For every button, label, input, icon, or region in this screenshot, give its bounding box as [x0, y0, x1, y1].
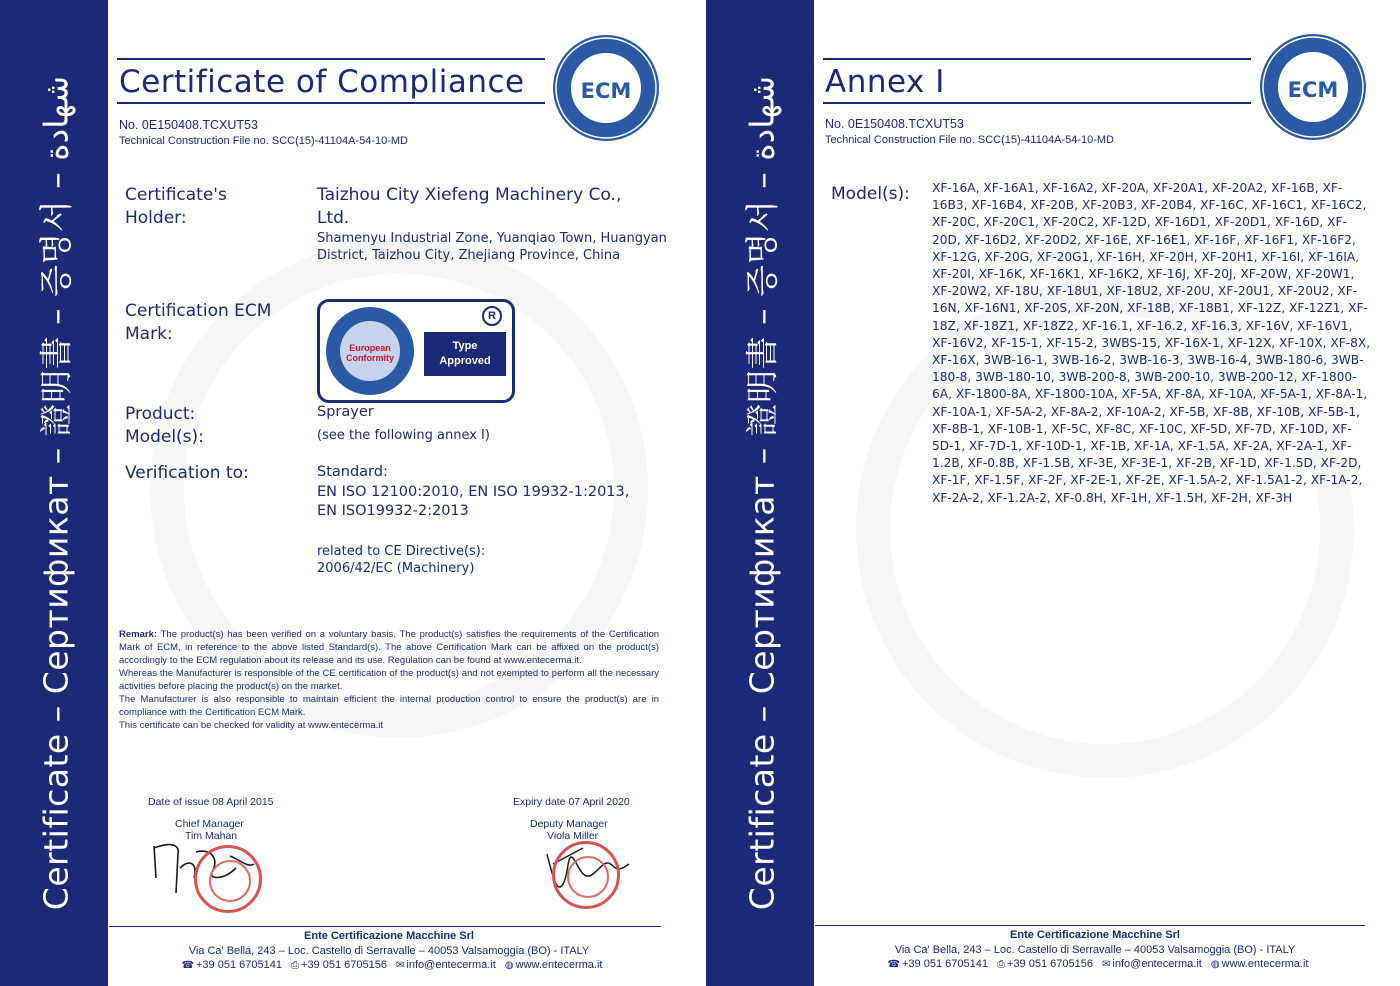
annex-footer-email: info@entecerma.it: [1112, 958, 1202, 970]
signer2-name: Viola Miller: [547, 830, 599, 842]
footer-web: www.entecerma.it: [515, 959, 603, 971]
certificate-number: No. 0E150408.TCXUT53: [119, 118, 258, 132]
directive-heading: related to CE Directive(s):: [317, 544, 486, 559]
mark-label: Certification ECM Mark:: [125, 301, 272, 344]
annex-footer-web: www.entecerma.it: [1221, 958, 1309, 970]
technical-file-number: Technical Construction File no. SCC(15)-41104A-54-10-MD: [119, 135, 408, 147]
type-approved-line1: Type: [452, 340, 478, 352]
verification-label: Verification to:: [125, 463, 249, 483]
annex-web-icon: ◍: [1210, 959, 1220, 970]
annex-title: Annex I: [825, 64, 945, 100]
standard-line2: EN ISO19932-2:2013: [317, 503, 469, 519]
mark-globe-center-text: European Conformity: [346, 343, 394, 363]
registered-mark-icon: R: [482, 306, 502, 326]
product-value: Sprayer: [317, 404, 374, 420]
models-label: Model(s):: [125, 427, 204, 447]
annex-footer-address: Via Ca' Bella, 243 – Loc. Castello di Serravalle – 40053 Valsamoggia (BO) - ITALY: [894, 944, 1296, 956]
annex-ecm-logo-letters: ECM: [1287, 78, 1339, 102]
annex-phone-icon: ☎: [887, 959, 900, 970]
email-icon: ✉: [396, 960, 405, 971]
annex-footer-company: Ente Certificazione Macchine Srl: [1010, 929, 1180, 941]
annex-sidebar-multilingual-title: Certificate – Сертификат – 證明書 – 증명서 – شهادة: [742, 75, 782, 911]
annex-models-list: XF-16A, XF-16A1, XF-16A2, XF-20A, XF-20A1, XF-20A2, XF-16B, XF-16B3, XF-16B4, XF-20B, XF-20B3, XF-20B4, XF-16C, XF-16C1, XF-16C2, XF-20C, XF-20C1, XF-20C2, XF-12D, XF-16D1, XF-20D1, XF-16D, XF-20D, XF-16D2, XF-20D2, XF-16E, XF-16E1, XF-16F, XF-16F1, XF-16F2, XF-12G, XF-20G, XF-20G1, XF-16H, XF-20H, XF-20H1, XF-16I, XF-16IA, XF-20I, XF-16K, XF-16K1, XF-16K2, XF-16J, XF-20J, XF-20W, XF-20W1, XF-20W2, XF-18U, XF-18U1, XF-18U2, XF-20U, XF-20U1, XF-20U2, XF-16N, XF-16N1, XF-20S, XF-20N, XF-18B, XF-18B1, XF-12Z, XF-12Z1, XF-18Z, XF-18Z1, XF-18Z2, XF-16.1, XF-16.2, XF-16.3, XF-16V, XF-16V1, XF-16V2, XF-15-1, XF-15-2, 3WBS-15, XF-16X-1, XF-12X, XF-10X, XF-8X, XF-16X, 3WB-16-1, 3WB-16-2, 3WB-16-3, 3WB-16-4, 3WB-180-6, 3WB-180-8, 3WB-180-10, 3WB-200-8, 3WB-200-10, 3WB-200-12, XF-1800-6A, XF-1800-8A, XF-1800-10A, XF-5A, XF-8A, XF-10A, XF-5A-1, XF-8A-1, XF-10A-1, XF-5A-2, XF-8A-2, XF-10A-2, XF-5B, XF-8B, XF-10B, XF-5B-1, XF-8B-1, XF-10B-1, XF-5C, XF-8C, XF-10C, XF-5D, XF-7D, XF-10D, XF-5D-1, XF-7D-1, XF-10D-1, XF-1B, XF-1A, XF-1.5A, XF-2A, XF-2A-1, XF-1.2B, XF-0.8B, XF-1.5B, XF-3E, XF-3E-1, XF-2B, XF-1D, XF-1.5D, XF-2D, XF-1F, XF-1.5F, XF-2F, XF-2E-1, XF-2E, XF-1.5A-2, XF-1.5A1-2, XF-1A-2, XF-2A-2, XF-1.2A-2, XF-0.8H, XF-1H, XF-1.5H, XF-2H, XF-3H: [932, 181, 1371, 505]
sidebar-multilingual-title: Certificate – Сертификат – 證明書 – 증명서 – شهادة: [36, 75, 76, 911]
annex-fax-icon: ⎙: [997, 959, 1006, 970]
holder-name: Taizhou City Xiefeng Machinery Co., Ltd.: [317, 185, 622, 228]
annex-ecm-logo: [1260, 34, 1366, 140]
remark-paragraph-1: The product(s) has been verified on a voluntary basis. The product(s) satisfies the requirements of the Certification Mark of ECM, in reference to the above listed Standard(s). The above Certification Mark can be affixed on the product(s) accordingly to the ECM regulation about its release and its use. Regulation can be found at www.entecerma.it.: [119, 629, 660, 666]
annex-footer-contacts: [815, 958, 1375, 970]
type-approved-line2: Approved: [439, 355, 491, 367]
remark-paragraph-2: Whereas the Manufacturer is responsible of the CE certification of the product(s) and not exempted to perform all the necessary activities before placing the product(s) on the market.: [119, 668, 659, 692]
footer-rule: [109, 926, 661, 927]
annex-email-icon: ✉: [1102, 959, 1111, 970]
footer-address: Via Ca' Bella, 243 – Loc. Castello di Serravalle – 40053 Valsamoggia (BO) - ITALY: [188, 945, 590, 957]
expiry-date: Expiry date 07 April 2020: [513, 796, 630, 808]
remark-label: Remark:: [119, 629, 158, 640]
web-icon: ◍: [504, 960, 514, 971]
footer-fax: +39 051 6705156: [301, 959, 387, 971]
signer1-name: Tim Mahan: [185, 830, 238, 842]
product-label: Product:: [125, 404, 196, 424]
footer-company: Ente Certificazione Macchine Srl: [304, 930, 474, 942]
remark-block: [119, 628, 659, 732]
signer1-role: Chief Manager: [175, 818, 244, 830]
type-approved-badge: [424, 332, 506, 376]
annex-footer-rule: [815, 925, 1365, 926]
annex-sidebar: [706, 0, 814, 986]
annex-title-rule-top: [823, 58, 1251, 60]
fax-icon: ⎙: [291, 960, 300, 971]
ecm-certification-mark: [317, 299, 515, 403]
footer-email: info@entecerma.it: [406, 959, 496, 971]
stamp-seal-2: [552, 841, 620, 909]
signer2-role: Deputy Manager: [530, 818, 608, 830]
standard-line1: EN ISO 12100:2010, EN ISO 19932-1:2013,: [317, 484, 630, 500]
annex-technical-file-number: Technical Construction File no. SCC(15)-41104A-54-10-MD: [825, 134, 1114, 146]
annex-certificate-number: No. 0E150408.TCXUT53: [825, 117, 964, 131]
standard-heading: Standard:: [317, 464, 388, 480]
stamp-seal-1: [194, 845, 262, 913]
holder-address: Shamenyu Industrial Zone, Yuanqiao Town, Huangyan District, Taizhou City, Zhejiang Province, China: [317, 231, 667, 263]
title-rule-top: [117, 58, 545, 60]
certificate-page: [0, 0, 695, 986]
remark-paragraph-4: This certificate can be checked for validity at www.entecerma.it: [119, 720, 384, 731]
remark-paragraph-3: The Manufacturer is also responsible to maintain efficient the internal production control to ensure the product(s) are in compliance with the Certification ECM Mark.: [119, 694, 659, 718]
page-gap: [694, 0, 706, 986]
title-rule-bottom: [117, 102, 545, 104]
footer-phone: +39 051 6705141: [196, 959, 282, 971]
issue-date: Date of issue 08 April 2015: [148, 796, 274, 808]
models-value: (see the following annex I): [317, 428, 490, 443]
ecm-logo-letters: ECM: [580, 79, 632, 103]
holder-label: Certificate's Holder:: [125, 185, 227, 228]
directive-value: 2006/42/EC (Machinery): [317, 561, 475, 576]
annex-footer-fax: +39 051 6705156: [1007, 958, 1093, 970]
certificate-title: Certificate of Compliance: [119, 64, 525, 100]
certificate-sidebar: [0, 0, 108, 986]
annex-footer-phone: +39 051 6705141: [902, 958, 988, 970]
footer-contacts: [109, 959, 669, 971]
european-conformity-globe-icon: [326, 307, 414, 395]
annex-models-label: Model(s):: [831, 184, 910, 204]
ecm-logo: [553, 35, 659, 141]
phone-icon: ☎: [181, 960, 194, 971]
annex-title-rule-bottom: [823, 102, 1251, 104]
